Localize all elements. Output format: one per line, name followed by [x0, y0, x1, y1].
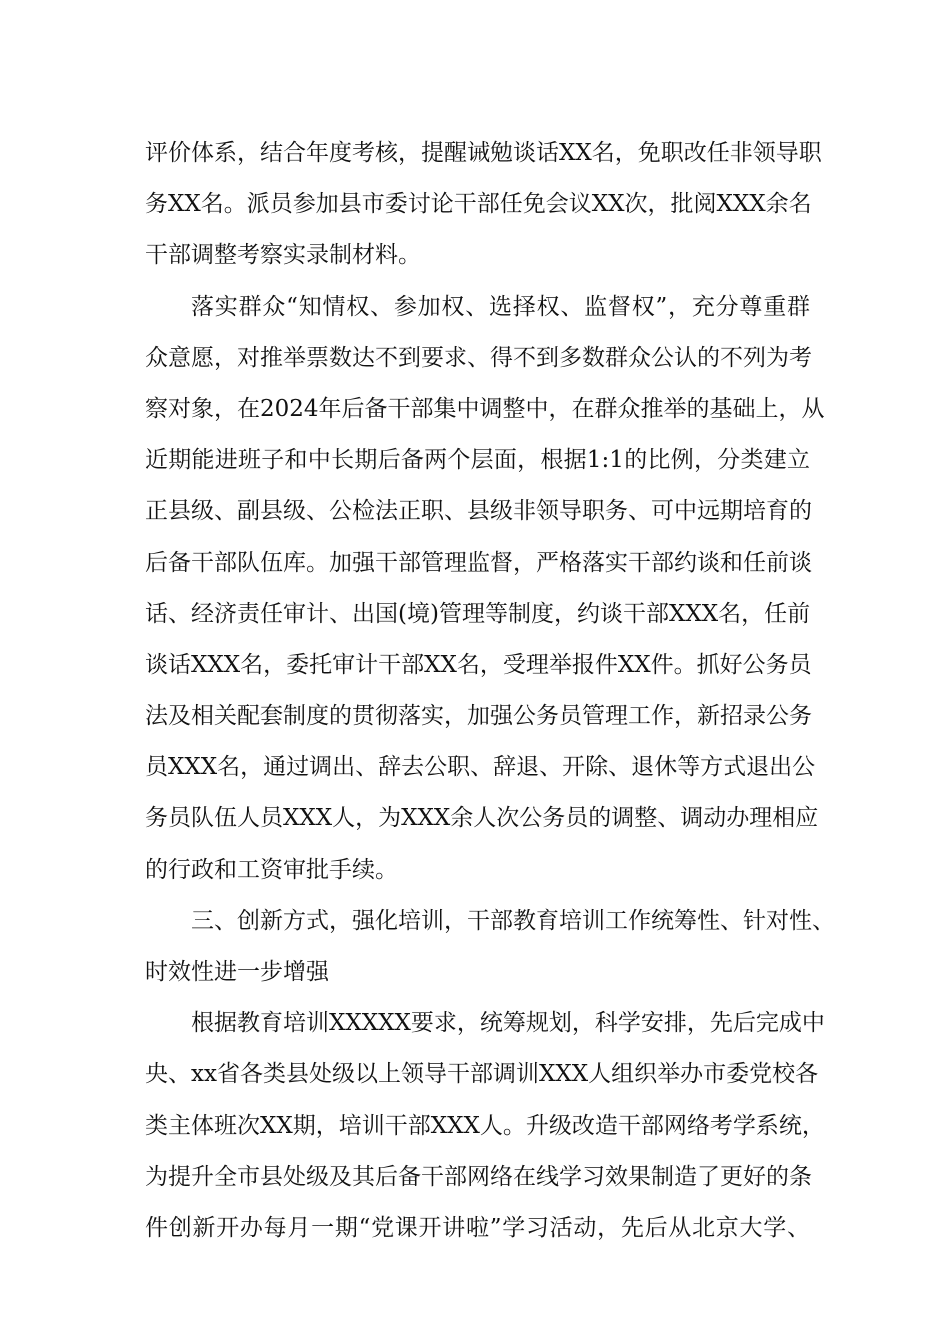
- text-line: 员XXX名，通过调出、辞去公职、辞退、开除、退休等方式退出公: [145, 754, 816, 781]
- text-line: 正县级、副县级、公检法正职、县级非领导职务、可中远期培育的: [145, 498, 812, 525]
- text-line: 类主体班次XX期，培训干部XXX人。升级改造干部网络考学系统，: [145, 1112, 825, 1139]
- text-line: 察对象，在2024年后备干部集中调整中，在群众推举的基础上，从: [145, 395, 825, 422]
- paragraph-first-line: 落实群众“知情权、参加权、选择权、监督权”，充分尊重群: [191, 293, 810, 320]
- text-line: 干部调整考察实录制材料。: [145, 242, 421, 269]
- paragraph-first-line: 根据教育培训XXXXX要求，统筹规划，科学安排，先后完成中: [191, 1010, 825, 1037]
- text-line: 为提升全市县处级及其后备干部网络在线学习效果制造了更好的条: [145, 1163, 812, 1190]
- text-line: 谈话XXX名，委托审计干部XX名，受理举报件XX件。抓好公务员: [145, 651, 812, 678]
- document-body: [145, 128, 835, 1254]
- text-line: 后备干部队伍库。加强干部管理监督，严格落实干部约谈和任前谈: [145, 549, 812, 576]
- text-line: 务员队伍人员XXX人，为XXX余人次公务员的调整、调动办理相应: [145, 805, 819, 832]
- text-line: 的行政和工资审批手续。: [145, 856, 398, 883]
- text-line: 件创新开办每月一期“党课开讲啦”学习活动，先后从北京大学、: [145, 1214, 810, 1241]
- text-line: 法及相关配套制度的贯彻落实，加强公务员管理工作，新招录公务: [145, 703, 812, 730]
- text-line: 众意愿，对推举票数达不到要求、得不到多数群众公认的不列为考: [145, 344, 812, 371]
- text-line: 话、经济责任审计、出国(境)管理等制度，约谈干部XXX名，任前: [145, 600, 811, 627]
- text-line: 评价体系，结合年度考核，提醒诫勉谈话XX名，免职改任非领导职: [145, 140, 822, 166]
- text-line: 时效性进一步增强: [145, 959, 329, 985]
- paragraph-first-line: 三、创新方式，强化培训，干部教育培训工作统筹性、针对性、: [191, 907, 835, 934]
- text-line: 央、xx省各类县处级以上领导干部调训XXX人组织举办市委党校各: [145, 1061, 819, 1088]
- text-line: 务XX名。派员参加县市委讨论干部任免会议XX次，批阅XXX余名: [145, 191, 812, 218]
- text-line: 近期能进班子和中长期后备两个层面，根据1:1的比例，分类建立: [145, 447, 810, 474]
